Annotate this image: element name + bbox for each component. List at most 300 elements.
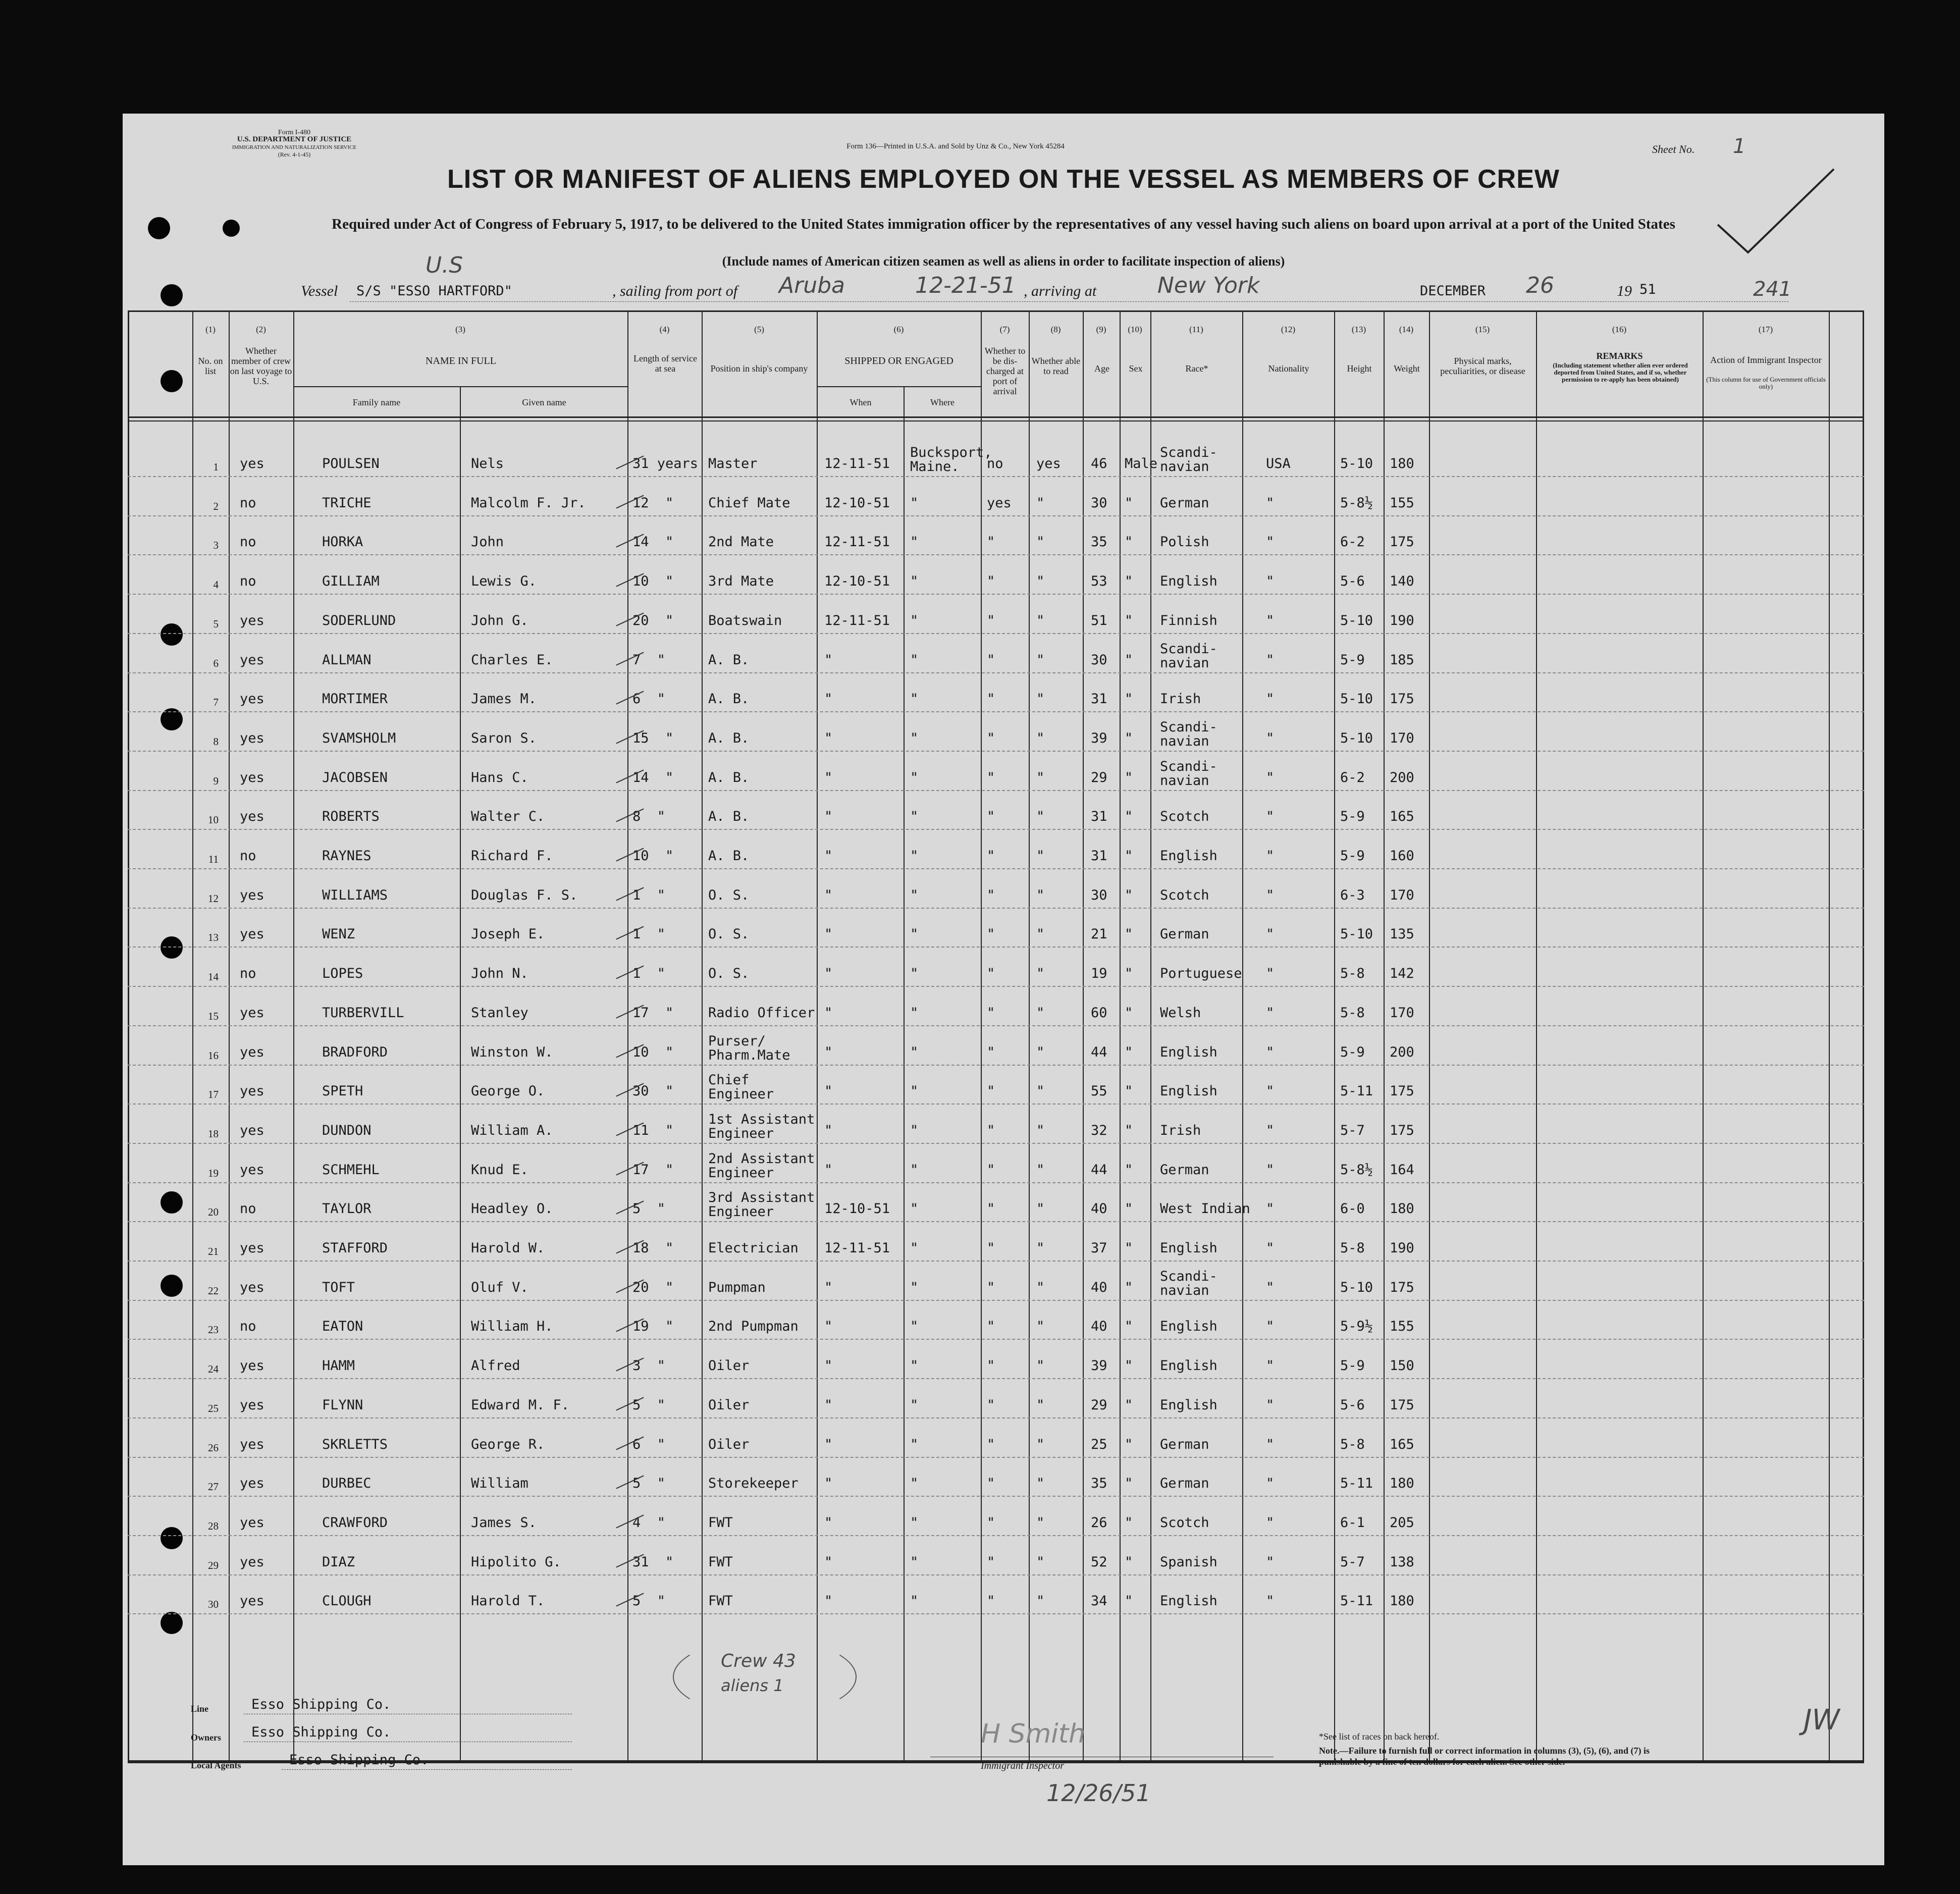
weight-cell: 164 <box>1390 1162 1414 1178</box>
column-number: (11) <box>1189 325 1203 334</box>
row-rule <box>128 594 1864 595</box>
height-cell: 6-2 <box>1340 534 1365 550</box>
discharge-cell: " <box>987 1083 995 1099</box>
given-name-cell: George O. <box>471 1083 545 1099</box>
family-name-cell: WENZ <box>322 926 355 942</box>
given-name-cell: Charles E. <box>471 652 553 668</box>
height-cell: 5-8½ <box>1340 495 1373 511</box>
given-name-cell: Headley O. <box>471 1201 553 1217</box>
column-line <box>1242 310 1243 1762</box>
row-number: 16 <box>208 1049 219 1062</box>
agents-value: Esso Shipping Co. <box>289 1752 429 1768</box>
family-name-cell: TRICHE <box>322 495 372 511</box>
discharge-cell: " <box>987 691 995 707</box>
age-cell: 60 <box>1091 1005 1107 1021</box>
race-cell: English <box>1160 1358 1217 1374</box>
family-name-cell: FLYNN <box>322 1397 363 1413</box>
position-cell: FWT <box>708 1554 733 1570</box>
height-cell: 5-11 <box>1340 1083 1373 1099</box>
weight-cell: 135 <box>1390 926 1414 942</box>
weight-cell: 200 <box>1390 1044 1414 1060</box>
shipped-when-cell: " <box>824 1358 833 1374</box>
sex-cell: " <box>1125 966 1133 982</box>
row-rule <box>128 476 1864 477</box>
shipped-when-cell: " <box>824 691 833 707</box>
length-service-cell: 1 " <box>632 926 666 942</box>
sex-cell: " <box>1125 1005 1133 1021</box>
sex-cell: " <box>1125 1358 1133 1374</box>
column-number: (16) <box>1612 325 1627 334</box>
race-cell: German <box>1160 495 1209 511</box>
able-to-read-cell: " <box>1036 1554 1045 1570</box>
length-service-cell: 17 " <box>632 1005 674 1021</box>
nationality-cell: " <box>1266 1358 1275 1374</box>
discharge-cell: " <box>987 612 995 628</box>
able-to-read-cell: " <box>1036 1005 1045 1021</box>
last-voyage-cell: no <box>240 573 256 590</box>
able-to-read-cell: yes <box>1036 456 1061 471</box>
last-voyage-cell: no <box>240 848 256 864</box>
given-name-cell: Hipolito G. <box>471 1554 561 1570</box>
family-name-cell: POULSEN <box>322 456 380 471</box>
last-voyage-cell: yes <box>240 926 264 942</box>
height-cell: 5-10 <box>1340 691 1373 707</box>
discharge-cell: " <box>987 1319 995 1335</box>
shipped-when-cell: " <box>824 966 833 982</box>
sex-cell: " <box>1125 769 1133 785</box>
age-cell: 30 <box>1091 887 1107 903</box>
shipped-when-cell: " <box>824 887 833 903</box>
able-to-read-cell: " <box>1036 1279 1045 1295</box>
length-service-cell: 8 " <box>632 809 666 825</box>
header-when: When <box>850 397 872 407</box>
position-cell: A. B. <box>708 730 750 746</box>
age-cell: 26 <box>1091 1514 1107 1531</box>
column-number: (17) <box>1758 325 1773 334</box>
row-rule <box>128 1378 1864 1379</box>
shipped-where-cell: " <box>910 495 919 511</box>
race-cell: Scotch <box>1160 809 1209 825</box>
column-number: (7) <box>999 325 1010 334</box>
row-number: 28 <box>208 1519 219 1532</box>
header-action-sub: (This column for use of Government officials only) <box>1706 376 1826 390</box>
column-line <box>293 310 294 1762</box>
family-name-cell: SPETH <box>322 1083 363 1099</box>
discharge-cell: " <box>987 1122 995 1138</box>
last-voyage-cell: yes <box>240 612 264 628</box>
row-number: 1 <box>213 461 219 473</box>
length-service-cell: 31 years <box>632 456 699 471</box>
age-cell: 40 <box>1091 1279 1107 1295</box>
able-to-read-cell: " <box>1036 691 1045 707</box>
row-number: 20 <box>208 1206 219 1219</box>
shipped-where-cell: " <box>910 652 919 668</box>
given-name-cell: John <box>471 534 504 550</box>
column-line <box>1829 310 1830 1762</box>
given-name-cell: George R. <box>471 1436 545 1452</box>
vessel-name: S/S "ESSO HARTFORD" <box>356 283 512 299</box>
row-rule <box>128 1065 1864 1066</box>
race-cell: Scandi- navian <box>1160 1268 1217 1298</box>
row-rule <box>128 751 1864 752</box>
last-voyage-cell: yes <box>240 1279 264 1295</box>
header-divider <box>128 416 1864 418</box>
weight-cell: 155 <box>1390 1319 1414 1335</box>
row-rule <box>128 1574 1864 1575</box>
height-cell: 6-1 <box>1340 1514 1365 1531</box>
age-cell: 34 <box>1091 1593 1107 1609</box>
able-to-read-cell: " <box>1036 1240 1045 1256</box>
shipped-when-cell: " <box>824 1436 833 1452</box>
height-cell: 5-8½ <box>1340 1162 1373 1178</box>
last-voyage-cell: no <box>240 1201 256 1217</box>
position-cell: Oiler <box>708 1397 750 1413</box>
column-line <box>1703 310 1704 1762</box>
nationality-cell: " <box>1266 730 1275 746</box>
height-cell: 5-8 <box>1340 1005 1365 1021</box>
family-name-cell: BRADFORD <box>322 1044 388 1060</box>
row-number: 30 <box>208 1598 219 1611</box>
column-number: (14) <box>1399 325 1414 334</box>
column-line <box>1384 310 1385 1762</box>
column-number: (3) <box>455 325 465 334</box>
row-number: 25 <box>208 1402 219 1414</box>
position-cell: O. S. <box>708 926 750 942</box>
able-to-read-cell: " <box>1036 966 1045 982</box>
note-text: —Failure to furnish full or correct information in columns (3), (5), (6), and (7) is punishable by a fine of ten dollars for each alien. See other side. <box>1319 1746 1650 1767</box>
able-to-read-cell: " <box>1036 769 1045 785</box>
weight-cell: 170 <box>1390 730 1414 746</box>
height-cell: 5-9½ <box>1340 1319 1373 1335</box>
height-cell: 5-7 <box>1340 1122 1365 1138</box>
sex-cell: " <box>1125 1593 1133 1609</box>
position-cell: A. B. <box>708 809 750 825</box>
shipped-where-cell: " <box>910 1044 919 1060</box>
discharge-cell: yes <box>987 495 1012 511</box>
height-cell: 5-6 <box>1340 573 1365 590</box>
row-number: 18 <box>208 1127 219 1140</box>
last-voyage-cell: yes <box>240 1358 264 1374</box>
nationality-cell: " <box>1266 966 1275 982</box>
given-name-cell: John N. <box>471 966 528 982</box>
discharge-cell: " <box>987 1554 995 1570</box>
row-number: 7 <box>213 696 219 709</box>
given-name-cell: Oluf V. <box>471 1279 528 1295</box>
row-number: 19 <box>208 1167 219 1179</box>
row-number: 9 <box>213 774 219 787</box>
family-name-cell: TURBERVILL <box>322 1005 404 1021</box>
manifest-sheet <box>123 114 1884 1865</box>
height-cell: 5-8 <box>1340 966 1365 982</box>
race-cell: Scandi- navian <box>1160 641 1217 671</box>
sailing-port: Aruba <box>779 273 845 298</box>
shipped-where-cell: " <box>910 1201 919 1217</box>
age-cell: 21 <box>1091 926 1107 942</box>
last-voyage-cell: yes <box>240 809 264 825</box>
age-cell: 39 <box>1091 730 1107 746</box>
weight-cell: 180 <box>1390 1476 1414 1492</box>
nationality-cell: " <box>1266 809 1275 825</box>
position-cell: Storekeeper <box>708 1476 799 1492</box>
shipped-where-cell: " <box>910 1083 919 1099</box>
able-to-read-cell: " <box>1036 1162 1045 1178</box>
nationality-cell: " <box>1266 1083 1275 1099</box>
nationality-cell: " <box>1266 1319 1275 1335</box>
family-name-cell: MORTIMER <box>322 691 388 707</box>
able-to-read-cell: " <box>1036 1358 1045 1374</box>
row-number: 21 <box>208 1245 219 1257</box>
row-rule <box>128 829 1864 830</box>
nationality-cell: " <box>1266 612 1275 628</box>
race-cell: Irish <box>1160 1122 1201 1138</box>
shipped-where-cell: " <box>910 1162 919 1178</box>
height-cell: 5-11 <box>1340 1593 1373 1609</box>
race-cell: Irish <box>1160 691 1201 707</box>
length-service-cell: 14 " <box>632 769 674 785</box>
races-note: *See list of races on back hereof. <box>1319 1731 1440 1742</box>
row-rule <box>128 633 1864 634</box>
sex-cell: " <box>1125 573 1133 590</box>
column-number: (10) <box>1128 325 1142 334</box>
sex-cell: " <box>1125 495 1133 511</box>
discharge-cell: " <box>987 1201 995 1217</box>
weight-cell: 150 <box>1390 1358 1414 1374</box>
header-given-name: Given name <box>522 397 566 407</box>
age-cell: 52 <box>1091 1554 1107 1570</box>
sex-cell: " <box>1125 809 1133 825</box>
header-length-service: Length of service at sea <box>633 353 697 374</box>
position-cell: Purser/ Pharm.Mate <box>708 1033 790 1063</box>
position-cell: A. B. <box>708 652 750 668</box>
sex-cell: " <box>1125 926 1133 942</box>
row-number: 6 <box>213 657 219 669</box>
discharge-cell: " <box>987 1005 995 1021</box>
race-cell: Scandi- navian <box>1160 445 1217 475</box>
weight-cell: 175 <box>1390 1083 1414 1099</box>
able-to-read-cell: " <box>1036 1201 1045 1217</box>
shipped-where-cell: " <box>910 1476 919 1492</box>
race-cell: English <box>1160 1083 1217 1099</box>
height-cell: 5-11 <box>1340 1476 1373 1492</box>
row-rule <box>128 986 1864 987</box>
row-rule <box>128 554 1864 555</box>
sheet-number: 1 <box>1733 135 1746 158</box>
length-service-cell: 4 " <box>632 1514 666 1531</box>
row-number: 14 <box>208 971 219 983</box>
header-name-in-full: NAME IN FULL <box>426 355 496 366</box>
header-nationality: Nationality <box>1268 363 1309 374</box>
able-to-read-cell: " <box>1036 1319 1045 1335</box>
nationality-cell: " <box>1266 1279 1275 1295</box>
length-service-cell: 18 " <box>632 1240 674 1256</box>
able-to-read-cell: " <box>1036 652 1045 668</box>
column-number: (15) <box>1475 325 1490 334</box>
sex-cell: " <box>1125 1083 1133 1099</box>
height-cell: 5-9 <box>1340 809 1365 825</box>
age-cell: 51 <box>1091 612 1107 628</box>
shipped-when-cell: " <box>824 1162 833 1178</box>
age-cell: 32 <box>1091 1122 1107 1138</box>
discharge-cell: " <box>987 730 995 746</box>
crew-count-note: Crew 43 <box>721 1651 796 1671</box>
length-service-cell: 15 " <box>632 730 674 746</box>
sex-cell: " <box>1125 1397 1133 1413</box>
last-voyage-cell: no <box>240 534 256 550</box>
nationality-cell: " <box>1266 1005 1275 1021</box>
nationality-cell: " <box>1266 1593 1275 1609</box>
position-cell: 2nd Mate <box>708 534 774 550</box>
weight-cell: 205 <box>1390 1514 1414 1531</box>
inspector-signature: H Smith <box>981 1719 1086 1749</box>
row-number: 3 <box>213 539 219 552</box>
height-cell: 5-10 <box>1340 730 1373 746</box>
discharge-cell: " <box>987 1593 995 1609</box>
row-rule <box>128 1417 1864 1418</box>
discharge-cell: " <box>987 1514 995 1531</box>
row-number: 2 <box>213 500 219 512</box>
position-cell: Chief Mate <box>708 495 790 511</box>
nationality-cell: " <box>1266 1201 1275 1217</box>
family-name-cell: HORKA <box>322 534 363 550</box>
aliens-count-note: aliens 1 <box>721 1676 784 1695</box>
age-cell: 30 <box>1091 495 1107 511</box>
service-name: IMMIGRATION AND NATURALIZATION SERVICE <box>232 144 357 150</box>
column-number: (6) <box>893 325 904 334</box>
height-cell: 5-10 <box>1340 1279 1373 1295</box>
length-service-cell: 10 " <box>632 848 674 864</box>
weight-cell: 180 <box>1390 1201 1414 1217</box>
agents-label: Local Agents <box>191 1760 241 1770</box>
race-cell: Portuguese <box>1160 966 1242 982</box>
inspector-label: Immigrant Inspector <box>981 1760 1064 1771</box>
agents-underline <box>282 1769 572 1770</box>
able-to-read-cell: " <box>1036 1397 1045 1413</box>
position-cell: FWT <box>708 1514 733 1531</box>
given-name-cell: Walter C. <box>471 809 545 825</box>
discharge-cell: " <box>987 1240 995 1256</box>
column-number: (2) <box>256 325 266 334</box>
given-name-cell: Alfred <box>471 1358 520 1374</box>
height-cell: 6-0 <box>1340 1201 1365 1217</box>
weight-cell: 155 <box>1390 495 1414 511</box>
shipped-where-cell: " <box>910 1436 919 1452</box>
header-family-name: Family name <box>352 397 401 407</box>
family-name-cell: JACOBSEN <box>322 769 388 785</box>
row-number: 22 <box>208 1284 219 1297</box>
row-number: 24 <box>208 1363 219 1376</box>
given-name-cell: Nels <box>471 456 504 471</box>
discharge-cell: " <box>987 1358 995 1374</box>
column-line <box>1029 310 1030 1762</box>
race-cell: Finnish <box>1160 612 1217 628</box>
nationality-cell: " <box>1266 691 1275 707</box>
header-age: Age <box>1094 363 1109 374</box>
position-cell: A. B. <box>708 691 750 707</box>
nationality-cell: " <box>1266 1162 1275 1178</box>
age-cell: 44 <box>1091 1162 1107 1178</box>
family-name-cell: EATON <box>322 1319 363 1335</box>
shipped-where-cell: " <box>910 926 919 942</box>
shipped-when-cell: " <box>824 926 833 942</box>
family-name-cell: ALLMAN <box>322 652 372 668</box>
race-cell: Welsh <box>1160 1005 1201 1021</box>
column-number: (8) <box>1050 325 1061 334</box>
row-rule <box>128 1221 1864 1222</box>
length-service-cell: 5 " <box>632 1397 666 1413</box>
shipped-where-cell: " <box>910 534 919 550</box>
header-where: Where <box>930 397 955 407</box>
position-cell: O. S. <box>708 887 750 903</box>
note-block <box>1319 1745 1682 1767</box>
weight-cell: 160 <box>1390 848 1414 864</box>
punch-hole <box>161 284 183 306</box>
column-number: (13) <box>1351 325 1366 334</box>
discharge-cell: " <box>987 1162 995 1178</box>
shipped-where-cell: " <box>910 848 919 864</box>
race-cell: Scandi- navian <box>1160 719 1217 749</box>
nationality-cell: USA <box>1266 456 1291 471</box>
position-cell: Chief Engineer <box>708 1072 774 1102</box>
row-rule <box>128 1339 1864 1340</box>
punch-hole <box>148 217 170 239</box>
shipped-when-cell: " <box>824 1514 833 1531</box>
given-name-cell: Edward M. F. <box>471 1397 570 1413</box>
shipped-when-cell: " <box>824 1476 833 1492</box>
sailing-label: , sailing from port of <box>612 283 738 299</box>
length-service-cell: 20 " <box>632 1279 674 1295</box>
height-cell: 5-7 <box>1340 1554 1365 1570</box>
discharge-cell: " <box>987 1476 995 1492</box>
able-to-read-cell: " <box>1036 612 1045 628</box>
height-cell: 5-8 <box>1340 1240 1365 1256</box>
punch-hole <box>223 220 240 237</box>
length-service-cell: 3 " <box>632 1358 666 1374</box>
row-rule <box>128 946 1864 948</box>
given-name-cell: John G. <box>471 612 528 628</box>
able-to-read-cell: " <box>1036 495 1045 511</box>
column-line <box>981 310 982 1762</box>
family-name-cell: LOPES <box>322 966 363 982</box>
family-name-cell: HAMM <box>322 1358 355 1374</box>
shipped-where-cell: " <box>910 1554 919 1570</box>
age-cell: 39 <box>1091 1358 1107 1374</box>
nationality-cell: " <box>1266 1044 1275 1060</box>
column-line <box>1334 310 1335 1762</box>
arriving-port: New York <box>1157 273 1260 298</box>
family-name-cell: TAYLOR <box>322 1201 372 1217</box>
last-voyage-cell: yes <box>240 1436 264 1452</box>
age-cell: 46 <box>1091 456 1107 471</box>
shipped-when-cell: 12-11-51 <box>824 456 890 471</box>
last-voyage-cell: no <box>240 1319 256 1335</box>
sex-cell: " <box>1125 534 1133 550</box>
able-to-read-cell: " <box>1036 1122 1045 1138</box>
header-height: Height <box>1347 363 1372 374</box>
able-to-read-cell: " <box>1036 926 1045 942</box>
family-name-cell: CLOUGH <box>322 1593 372 1609</box>
vessel-label: Vessel <box>301 283 338 299</box>
include-note: (Include names of American citizen seamen as well as aliens in order to facilitate inspection of aliens) <box>722 254 1285 269</box>
length-service-cell: 6 " <box>632 691 666 707</box>
nationality-cell: " <box>1266 769 1275 785</box>
race-cell: English <box>1160 848 1217 864</box>
discharge-cell: " <box>987 534 995 550</box>
sex-cell: Male <box>1125 456 1158 471</box>
weight-cell: 165 <box>1390 1436 1414 1452</box>
shipped-where-cell: " <box>910 1593 919 1609</box>
given-name-cell: Harold W. <box>471 1240 545 1256</box>
discharge-cell: " <box>987 573 995 590</box>
